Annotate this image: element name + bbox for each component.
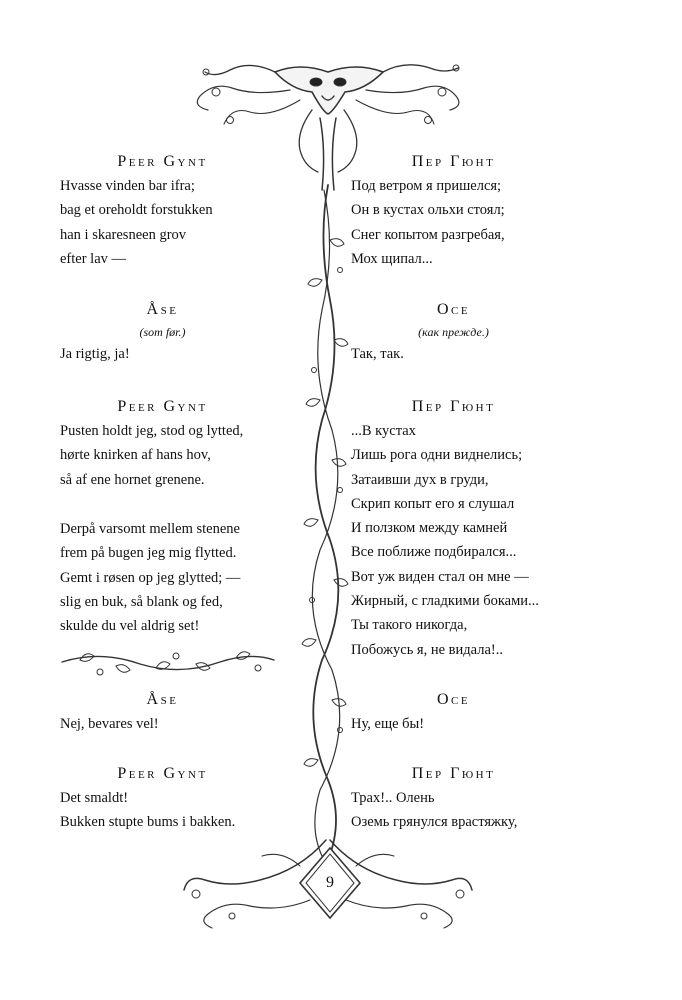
speaker-name: Peer Gynt [117, 153, 208, 170]
verse-line: И ползком между камней [351, 520, 508, 537]
verse-line: Hvasse vinden bar ifra; [60, 178, 195, 194]
verse-line: Nej, bevares vel! [60, 716, 159, 732]
verse-line: Трах!.. Олень [351, 790, 435, 806]
dialogue-block [60, 150, 290, 271]
verse-line: Лишь рога одни виднелись; [351, 447, 523, 464]
verse-line: hørte knirken af hans hov, [60, 447, 211, 464]
verse-line: Под ветром я пришелся; [351, 178, 502, 194]
verse-line: Снег копытом разгребая, [351, 226, 505, 243]
verse-line: Gemt i røsen op jeg glytted; — [60, 569, 241, 586]
dialogue-block [351, 762, 581, 835]
speaker-name: Peer Gynt [117, 398, 208, 415]
verse-line: Bukken stupte bums i bakken. [60, 814, 236, 831]
verse-line: slig en buk, så blank og fed, [60, 593, 223, 610]
stage-direction: (som før.) [139, 325, 186, 339]
speaker-name: Осе [436, 691, 471, 708]
dialogue-block [60, 688, 290, 736]
verse-line: ...В кустах [351, 423, 416, 439]
verse-line: frem på bugen jeg mig flytted. [60, 545, 237, 562]
verse-line: Мох щипал... [351, 250, 433, 267]
verse-line: Он в кустах ольхи стоял; [351, 202, 505, 219]
verse-line: han i skaresneen grov [60, 226, 187, 243]
speaker-name: Осе [436, 301, 471, 318]
speaker-name: Пер Гюнт [411, 153, 496, 170]
verse-line: Затаивши дух в груди, [351, 471, 489, 488]
speaker-name: Peer Gynt [117, 765, 208, 782]
verse-line: så af ene hornet grenene. [60, 471, 205, 488]
dialogue-block [60, 517, 290, 638]
dialogue-block [60, 762, 290, 835]
verse-line: Побожусь я, не видала!.. [351, 641, 503, 658]
verse-line: Pusten holdt jeg, stod og lytted, [60, 423, 244, 439]
dialogue-block [351, 688, 581, 736]
verse-line: Оземь грянулся врастяжку, [351, 814, 518, 831]
verse-line: Все поближе подбирался... [351, 544, 517, 561]
speaker-name: Пер Гюнт [411, 398, 496, 415]
speaker-name: Åse [146, 691, 179, 708]
verse-line: efter lav — [60, 250, 127, 267]
speaker-name: Åse [146, 301, 179, 318]
page-number: 9 [326, 874, 334, 891]
verse-line: skulde du vel aldrig set! [60, 618, 200, 635]
verse-line: Derpå varsomt mellem stenene [60, 521, 240, 537]
verse-line: Ja rigtig, ja! [60, 346, 130, 362]
dialogue-block [60, 298, 290, 366]
stage-direction: (как прежде.) [418, 325, 489, 339]
dialogue-block [351, 150, 581, 271]
verse-line: Ну, еще бы! [351, 716, 425, 732]
speaker-name: Пер Гюнт [411, 765, 496, 782]
verse-line: Ты такого никогда, [351, 617, 468, 634]
verse-line: bag et oreholdt forstukken [60, 202, 213, 219]
verse-line: Жирный, с гладкими боками... [351, 593, 539, 610]
verse-line: Вот уж виден стал он мне — [351, 568, 529, 585]
dialogue-block [351, 298, 581, 366]
verse-line: Det smaldt! [60, 790, 129, 806]
verse-line: Скрип копыт его я слушал [351, 495, 515, 512]
dialogue-block [60, 395, 290, 492]
dialogue-block [351, 395, 581, 662]
verse-line: Так, так. [351, 346, 404, 362]
